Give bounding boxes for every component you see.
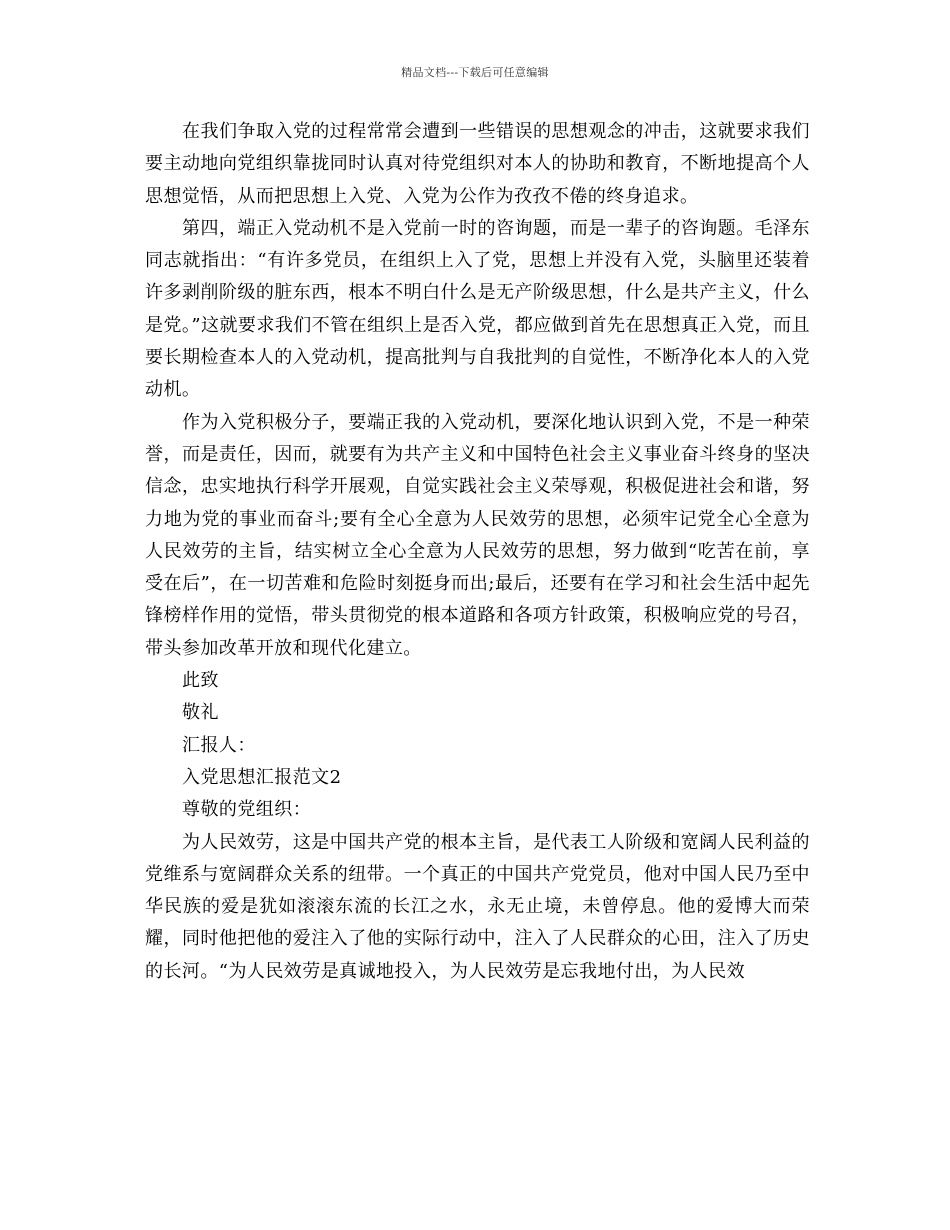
closing-line: 此致 xyxy=(182,670,219,692)
salutation-line: 敬礼 xyxy=(182,702,219,724)
document-body xyxy=(145,116,810,988)
greeting-line: 尊敬的党组织： xyxy=(182,799,312,821)
section-title: 入党思想汇报范文2 xyxy=(182,766,342,788)
reporter-line: 汇报人： xyxy=(182,734,256,756)
paragraph: 为人民效劳，这是中国共产党的根本主旨，是代表工人阶级和宽阔人民利益的党维系与宽阔群众关系的纽带。一个真正的中国共产党党员，他对中国人民乃至中华民族的爱是犹如滚滚东流的长江之水，永无止境，未曾停息。他的爱博大而荣耀，同时他把他的爱注入了他的实际行动中，注入了人民群众的心田，注入了历史的长河。“为人民效劳是真诚地投入，为人民效劳是忘我地付出，为人民效 xyxy=(145,831,810,982)
paragraph: 作为入党积极分子，要端正我的入党动机，要深化地认识到入党，不是一种荣誉，而是责任，因而，就要有为共产主义和中国特色社会主义事业奋斗终身的坚决信念，忠实地执行科学开展观，自觉实践社会主义荣辱观，积极促进社会和谐，努力地为党的事业而奋斗;要有全心全意为人民效劳的思想，必须牢记党全心全意为人民效劳的主旨，结实树立全心全意为人民效劳的思想，努力做到“吃苦在前，享受在后”，在一切苦难和危险时刻挺身而出;最后，还要有在学习和社会生活中起先锋榜样作用的觉悟，带头贯彻党的根本道路和各项方针政策，积极响应党的号召，带头参加改革开放和现代化建立。 xyxy=(145,411,810,659)
paragraph: 在我们争取入党的过程常常会遭到一些错误的思想观念的冲击，这就要求我们要主动地向党组织靠拢同时认真对待党组织对本人的协助和教育，不断地提高个人思想觉悟，从而把思想上入党、入党为公作为孜孜不倦的终身追求。 xyxy=(145,121,810,207)
paragraph: 第四，端正入党动机不是入党前一时的咨询题，而是一辈子的咨询题。毛泽东同志就指出：“有许多党员，在组织上入了党，思想上并没有入党，头脑里还装着许多剥削阶级的脏东西，根本不明白什么是无产阶级思想，什么是共产主义，什么是党。”这就要求我们不管在组织上是否入党，都应做到首先在思想真正入党，而且要长期检查本人的入党动机，提高批判与自我批判的自觉性，不断净化本人的入党动机。 xyxy=(145,217,810,401)
page-header: 精品文档---下载后可任意编辑 xyxy=(401,66,549,79)
